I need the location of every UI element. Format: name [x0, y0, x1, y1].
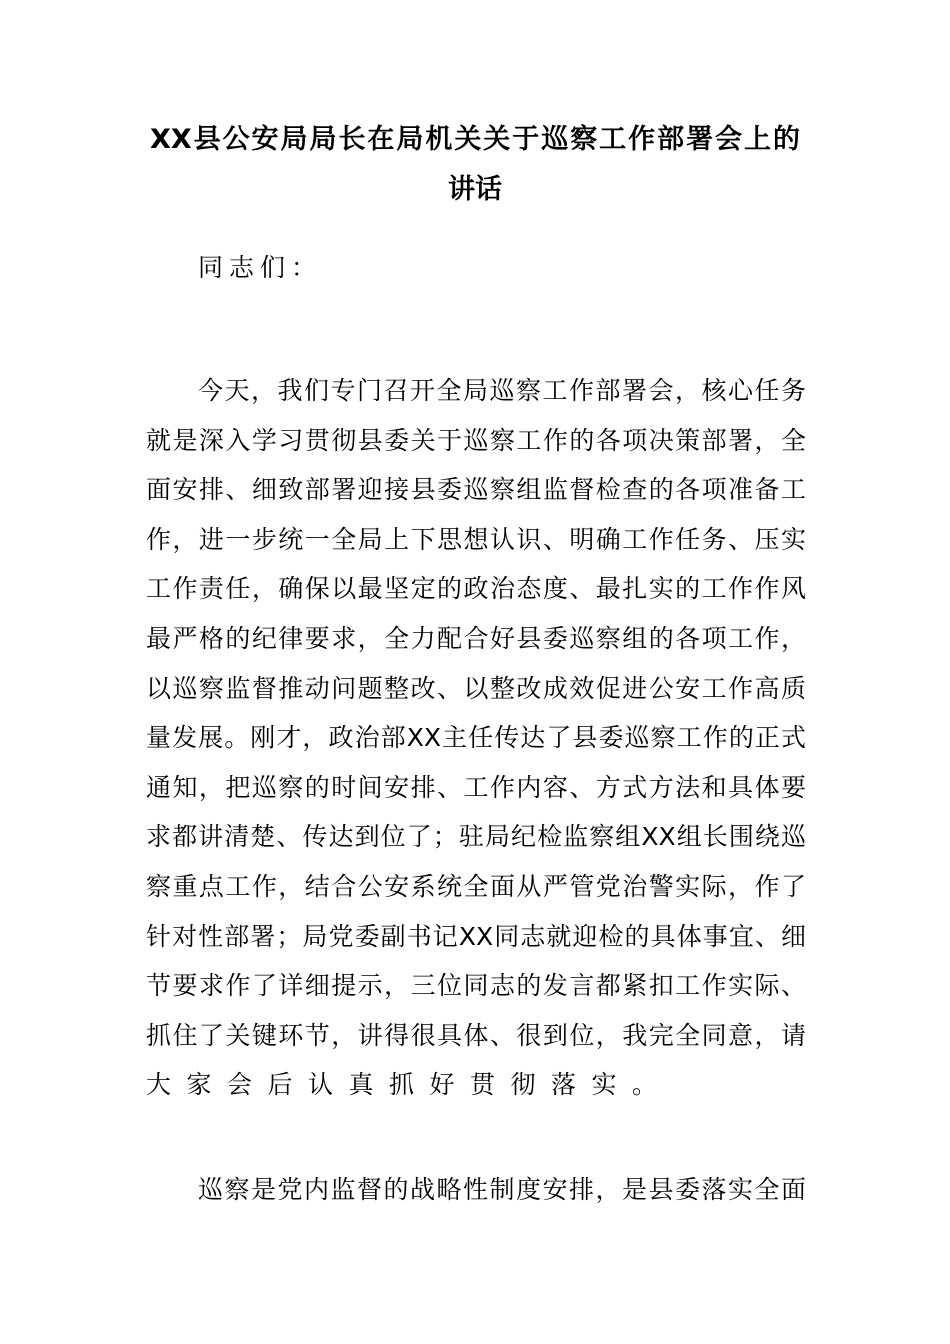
text-line: 大家会后认真抓好贯彻落实。 — [146, 1070, 673, 1100]
text-line: 巡察是党内监督的战略性制度安排，是县委落实全面 — [198, 1175, 806, 1204]
text-line: 以巡察监督推动问题整改、以整改成效促进公安工作高质 — [146, 673, 806, 703]
text-line: 察重点工作，结合公安系统全面从严管党治警实际，作了 — [146, 872, 806, 901]
text-line: 今天，我们专门召开全局巡察工作部署会，核心任务 — [198, 376, 806, 405]
text-line: 面安排、细致部署迎接县委巡察组监督检查的各项准备工 — [146, 475, 806, 505]
text-line: 作，进一步统一全局上下思想认识、明确工作任务、压实 — [146, 524, 806, 554]
text-line: 针对性部署；局党委副书记XX同志就迎检的具体事宜、细 — [146, 921, 806, 951]
text-line: 求都讲清楚、传达到位了；驻局纪检监察组XX组长围绕巡 — [146, 822, 806, 852]
text-line: 量发展。刚才，政治部XX主任传达了县委巡察工作的正式 — [146, 723, 806, 753]
text-line: 就是深入学习贯彻县委关于巡察工作的各项决策部署，全 — [146, 425, 806, 455]
document-title-line2: 讲话 — [448, 174, 502, 205]
text-line: 最严格的纪律要求，全力配合好县委巡察组的各项工作， — [146, 624, 806, 653]
text-line: 节要求作了详细提示，三位同志的发言都紧扣工作实际、 — [146, 971, 806, 1001]
text-line: 抓住了关键环节，讲得很具体、很到位，我完全同意，请 — [146, 1020, 806, 1050]
document-title-line1: XX县公安局局长在局机关关于巡察工作部署会上的 — [150, 124, 800, 155]
text-line: 工作责任，确保以最坚定的政治态度、最扎实的工作作风 — [146, 574, 806, 604]
text-line: 通知，把巡察的时间安排、工作内容、方式方法和具体要 — [146, 772, 806, 802]
salutation: 同志们： — [198, 253, 323, 282]
